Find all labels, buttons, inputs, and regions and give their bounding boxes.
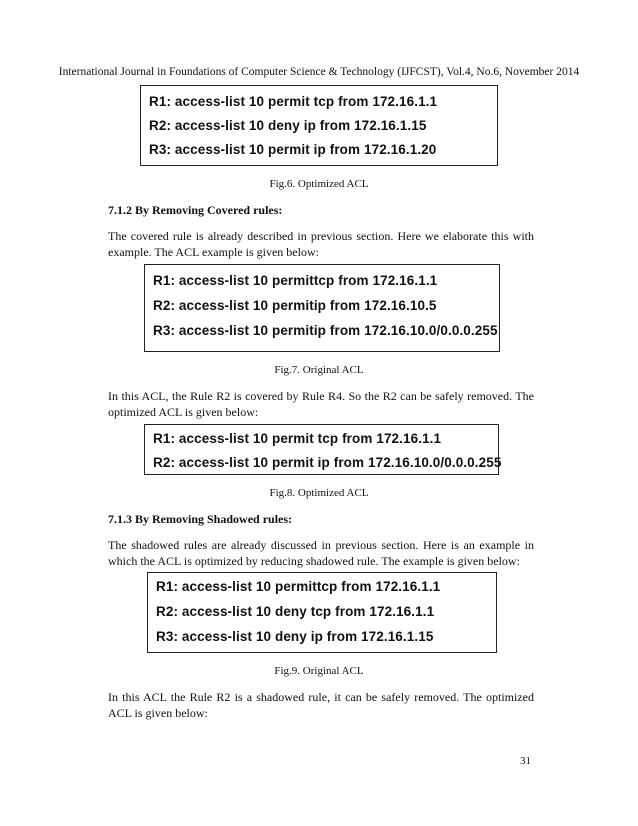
- fig6-acl-box: [140, 85, 498, 166]
- page-number: 31: [520, 755, 531, 767]
- fig8-acl-box: [144, 424, 502, 475]
- section-713-paragraph: The shadowed rules are already discussed in previous section. Here is an example in which the ACL is optimized by reducing shadowed rule. The example is given below:: [108, 538, 534, 568]
- fig6-rule-3: R3: access-list 10 permit ip from 172.16.1.20: [149, 142, 437, 157]
- fig9-rule-1: R1: access-list 10 permittcp from 172.16.1.1: [156, 579, 441, 594]
- section-712-paragraph: The covered rule is already described in previous section. Here we elaborate this with example. The ACL example is given below:: [108, 229, 534, 259]
- fig7-rule-2: R2: access-list 10 permitip from 172.16.10.5: [153, 298, 437, 313]
- fig6-rule-1: R1: access-list 10 permit tcp from 172.16.1.1: [149, 94, 438, 109]
- fig9-rule-2: R2: access-list 10 deny tcp from 172.16.1.1: [156, 604, 435, 619]
- fig8-rule-2: R2: access-list 10 permit ip from 172.16.10.0/0.0.0.255: [153, 455, 502, 470]
- fig8-caption: Fig.8. Optimized ACL: [269, 487, 369, 499]
- fig7-caption: Fig.7. Original ACL: [274, 364, 364, 376]
- fig7-acl-box: [144, 264, 500, 352]
- fig8-rule-1: R1: access-list 10 permit tcp from 172.16.1.1: [153, 431, 442, 446]
- fig7-rule-3: R3: access-list 10 permitip from 172.16.10.0/0.0.0.255: [153, 323, 498, 338]
- fig9-caption: Fig.9. Original ACL: [274, 665, 364, 677]
- fig9-rule-3: R3: access-list 10 deny ip from 172.16.1.15: [156, 629, 434, 644]
- section-713-heading: 7.1.3 By Removing Shadowed rules:: [108, 512, 293, 526]
- paragraph-after-fig7: In this ACL, the Rule R2 is covered by Rule R4. So the R2 can be safely removed. The optimized ACL is given below:: [108, 389, 534, 419]
- section-712-heading: 7.1.2 By Removing Covered rules:: [108, 203, 283, 217]
- fig6-caption: Fig.6. Optimized ACL: [269, 178, 369, 190]
- journal-header: International Journal in Foundations of Computer Science & Technology (IJFCST), Vol.4, No.6, November 2014: [58, 66, 580, 78]
- fig7-rule-1: R1: access-list 10 permittcp from 172.16.1.1: [153, 273, 438, 288]
- fig9-acl-box: [147, 572, 497, 653]
- fig6-rule-2: R2: access-list 10 deny ip from 172.16.1.15: [149, 118, 427, 133]
- paragraph-after-fig9: In this ACL the Rule R2 is a shadowed rule, it can be safely removed. The optimized ACL is given below:: [108, 690, 534, 720]
